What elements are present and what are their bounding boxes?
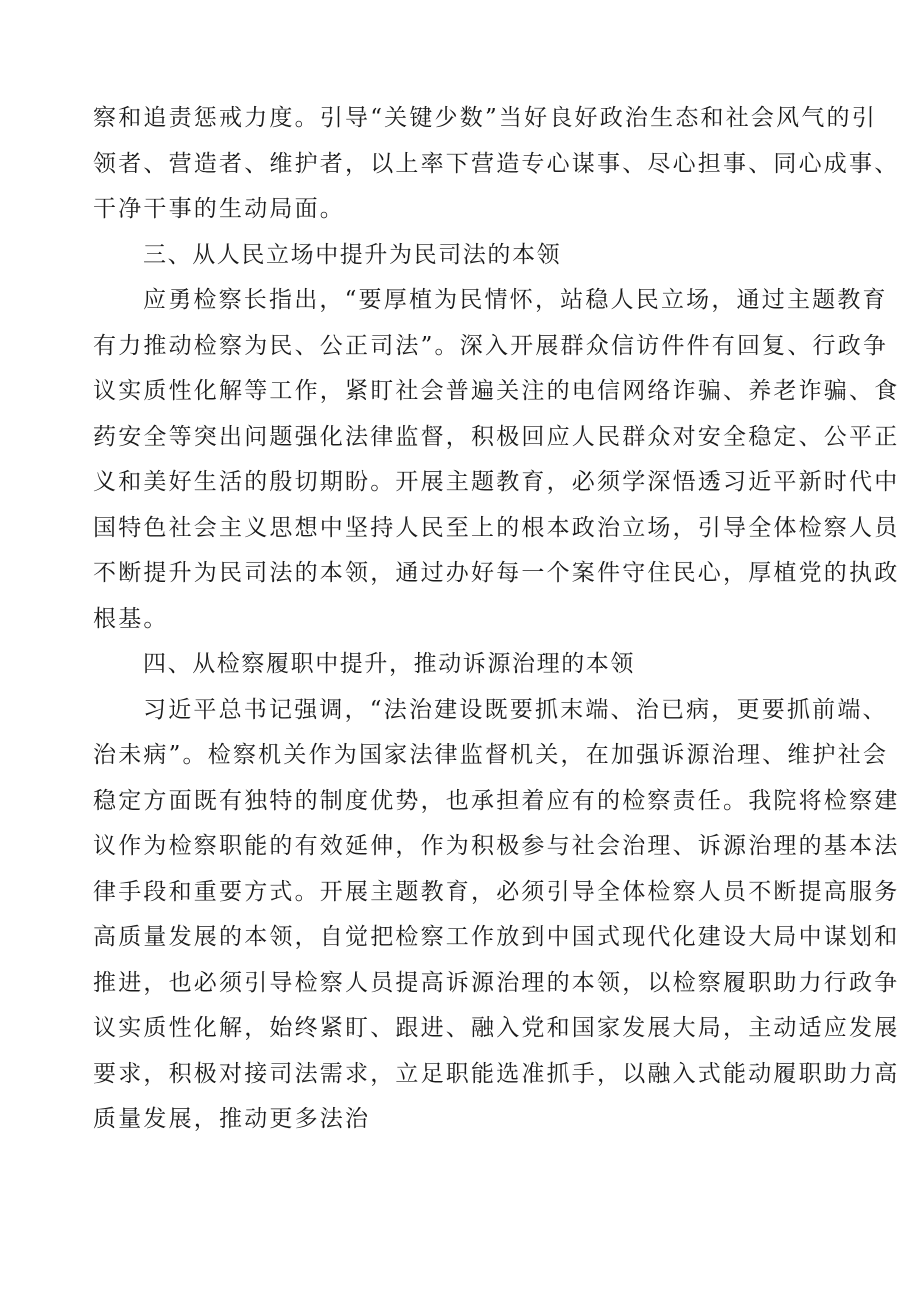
- text-line: 推进，也必须引导检察人员提高诉源治理的本领，以检察履职助力行政争: [93, 969, 900, 996]
- text-line: 质量发展，推动更多法治: [93, 1106, 371, 1132]
- text-line: 稳定方面既有独特的制度优势，也承担着应有的检察责任。我院将检察建: [93, 787, 900, 814]
- text-line: 国特色社会主义思想中坚持人民至上的根本政治立场，引导全体检察人员: [93, 514, 900, 541]
- text-line: 律手段和重要方式。开展主题教育，必须引导全体检察人员不断提高服务: [93, 878, 900, 905]
- text-line: 议实质性化解等工作，紧盯社会普遍关注的电信网络诈骗、养老诈骗、食: [93, 378, 900, 404]
- text-line: 药安全等突出问题强化法律监督，积极回应人民群众对安全稳定、公平正: [93, 423, 900, 450]
- section-heading-four: 四、从检察履职中提升，推动诉源治理的本领: [143, 651, 635, 677]
- text-line: 高质量发展的本领，自觉把检察工作放到中国式现代化建设大局中谋划和: [93, 924, 900, 950]
- text-line: 干净干事的生动局面。: [93, 196, 345, 222]
- text-line: 领者、营造者、维护者，以上率下营造专心谋事、尽心担事、同心成事、: [93, 150, 900, 177]
- text-line: 治未病”。检察机关作为国家法律监督机关，在加强诉源治理、维护社会: [93, 742, 889, 768]
- text-line: 有力推动检察为民、公正司法”。深入开展群众信访件件有回复、行政争: [93, 332, 889, 359]
- section-heading-three: 三、从人民立场中提升为民司法的本领: [143, 241, 562, 268]
- text-line: 不断提升为民司法的本领，通过办好每一个案件守住民心，厚植党的执政: [93, 560, 900, 586]
- text-line: 要求，积极对接司法需求，立足职能选准抓手，以融入式能动履职助力高: [93, 1060, 900, 1087]
- text-line: 察和追责惩戒力度。引导“关键少数”当好良好政治生态和社会风气的引: [93, 105, 877, 131]
- text-line: 根基。: [93, 605, 169, 632]
- text-line: 应勇检察长指出，“要厚植为民情怀，站稳人民立场，通过主题教育: [143, 287, 888, 313]
- text-line: 义和美好生活的殷切期盼。开展主题教育，必须学深悟透习近平新时代中: [93, 469, 900, 495]
- text-line: 议作为检察职能的有效延伸，作为积极参与社会治理、诉源治理的基本法: [93, 833, 900, 859]
- document-body: [93, 96, 900, 1143]
- text-line: 习近平总书记强调，“法治建设既要抓末端、治已病，更要抓前端、: [143, 696, 888, 723]
- text-line: 议实质性化解，始终紧盯、跟进、融入党和国家发展大局，主动适应发展: [93, 1015, 900, 1041]
